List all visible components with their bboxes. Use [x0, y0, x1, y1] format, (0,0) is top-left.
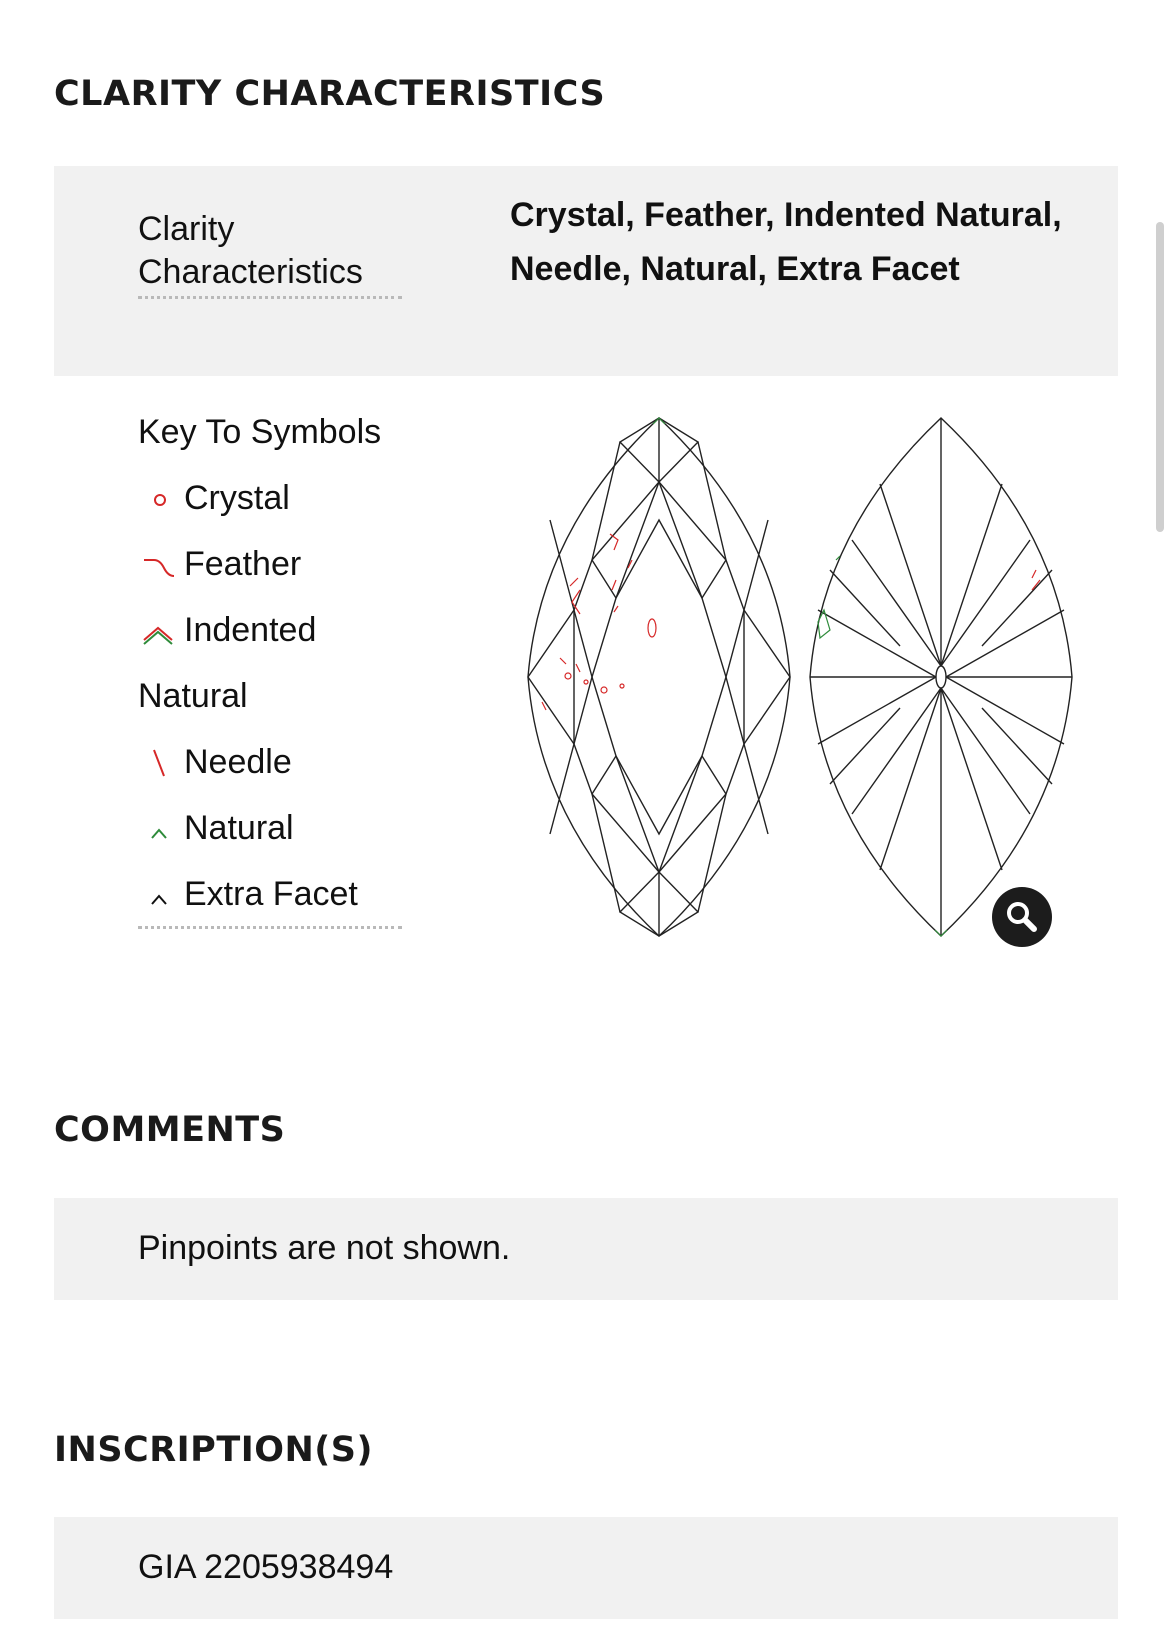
vertical-scrollbar[interactable]: [1156, 222, 1164, 532]
comments-box: [54, 1198, 1118, 1300]
pavilion-view-outline: [810, 418, 1072, 936]
inscription-text: GIA 2205938494: [138, 1548, 394, 1586]
feather-symbol-icon: [138, 544, 178, 584]
zoom-button[interactable]: [992, 887, 1052, 947]
key-item-label: Extra Facet: [184, 875, 358, 913]
comments-text: Pinpoints are not shown.: [138, 1229, 511, 1267]
label-line-1: Clarity: [138, 210, 235, 248]
key-to-symbols-title: Key To Symbols: [138, 413, 382, 451]
pavilion-natural-marks: [818, 556, 947, 936]
clarity-characteristics-row: [54, 166, 1118, 376]
key-item-label: Indented: [184, 611, 317, 649]
clarity-section-title: CLARITY CHARACTERISTICS: [54, 74, 606, 114]
label-line-2: Characteristics: [138, 253, 363, 291]
key-item-label: Needle: [184, 743, 292, 781]
inscription-section-title: INSCRIPTION(S): [54, 1430, 373, 1470]
crown-view-outline: [528, 418, 790, 936]
key-to-symbols-divider: [138, 926, 402, 929]
key-item-natural-continued: Natural: [138, 677, 248, 715]
crystal-symbol-icon: [138, 478, 178, 518]
needle-symbol-icon: [138, 742, 178, 782]
comments-section-title: COMMENTS: [54, 1110, 286, 1150]
magnifier-icon: [992, 887, 1052, 947]
key-item-label: Crystal: [184, 479, 290, 517]
clarity-plot-diagram[interactable]: [520, 410, 1080, 950]
indented-natural-symbol-icon: [138, 610, 178, 650]
extra-facet-symbol-icon: [138, 874, 178, 914]
inscription-box: [54, 1517, 1118, 1619]
clarity-characteristics-value: Crystal, Feather, Indented Natural, Needle, Natural, Extra Facet: [510, 196, 1062, 288]
natural-symbol-icon: [138, 808, 178, 848]
key-item-label: Feather: [184, 545, 302, 583]
key-item-label: Natural: [184, 809, 294, 847]
clarity-characteristics-label: [138, 196, 402, 299]
crown-inclusions: [542, 534, 656, 710]
